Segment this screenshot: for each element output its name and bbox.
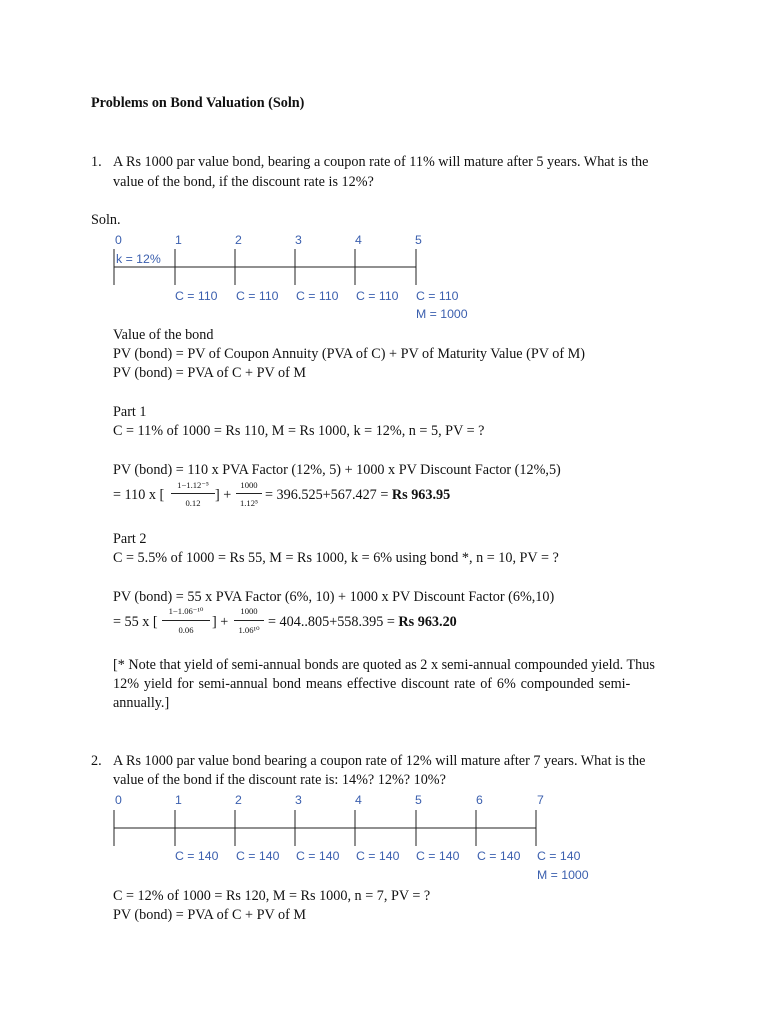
value-line-2: PV (bond) = PV of Coupon Annuity (PVA of C) + PV of Maturity Value (PV of M) <box>113 346 586 362</box>
question-2-number: 2. <box>91 753 102 769</box>
timeline-2-maturity: M = 1000 <box>537 868 589 882</box>
timeline-1-maturity: M = 1000 <box>416 307 468 321</box>
part-1-formula: PV (bond) = 110 x PVA Factor (12%, 5) + 1000 x PV Discount Factor (12%,5) <box>113 462 561 478</box>
part-2-eq-values: = 404..805+558.395 = <box>268 614 399 630</box>
part-2-fraction-bar-1 <box>162 620 210 621</box>
value-line-1: Value of the bond <box>113 327 214 343</box>
part-1-numerator-1: 1−1.12⁻⁵ <box>177 480 209 490</box>
timeline-2-period: 5 <box>415 793 422 807</box>
timeline-2-period: 7 <box>537 793 544 807</box>
part-2-numerator-1: 1−1.06⁻¹⁰ <box>168 606 204 616</box>
timeline-2-period: 4 <box>355 793 362 807</box>
note-line-1: [* Note that yield of semi-annual bonds are quoted as 2 x semi-annual compounded yield. Thus <box>113 657 655 673</box>
question-1-number: 1. <box>91 154 102 170</box>
value-line-3: PV (bond) = PVA of C + PV of M <box>113 365 306 381</box>
timeline-1-period: 0 <box>115 233 122 247</box>
part-1-fraction-bar-1 <box>171 493 215 494</box>
part-1-answer: Rs 963.95 <box>391 487 451 503</box>
part-1-eq-prefix: = 110 x [ <box>113 487 165 503</box>
soln-label: Soln. <box>91 212 121 228</box>
part-1-given: C = 11% of 1000 = Rs 110, M = Rs 1000, k = 12%, n = 5, PV = ? <box>113 423 485 439</box>
timeline-2-period: 3 <box>295 793 302 807</box>
question-2-line-1: A Rs 1000 par value bond bearing a coupon rate of 12% will mature after 7 years. What is the <box>113 753 646 769</box>
part-1-denominator-1: 0.12 <box>185 498 201 508</box>
timeline-2-period: 2 <box>235 793 242 807</box>
question-1-line-1: A Rs 1000 par value bond, bearing a coupon rate of 11% will mature after 5 years. What is the <box>113 154 649 170</box>
timeline-2-coupon: C = 140 <box>416 849 460 863</box>
timeline-1-coupon: C = 110 <box>416 289 459 303</box>
timeline-1-coupon: C = 110 <box>296 289 339 303</box>
timeline-1-period: 5 <box>415 233 422 247</box>
timeline-1-period: 4 <box>355 233 362 247</box>
part-2-plus: ] + <box>212 614 229 630</box>
part-2-given: C = 5.5% of 1000 = Rs 55, M = Rs 1000, k = 6% using bond *, n = 10, PV = ? <box>113 550 559 566</box>
timeline-2-period: 6 <box>476 793 483 807</box>
timeline-2-period: 0 <box>115 793 122 807</box>
part-2-denominator-2: 1.06¹⁰ <box>238 625 260 635</box>
part-2-numerator-2: 1000 <box>240 606 258 616</box>
question-2-given: C = 12% of 1000 = Rs 120, M = Rs 1000, n = 7, PV = ? <box>113 888 431 904</box>
question-2-line-2: value of the bond if the discount rate is: 14%? 12%? 10%? <box>113 772 446 788</box>
note-line-3: annually.] <box>113 695 170 711</box>
part-1-eq-values: = 396.525+567.427 = <box>265 487 392 503</box>
timeline-2-coupon: C = 140 <box>537 849 581 863</box>
timeline-2-coupon: C = 140 <box>477 849 521 863</box>
timeline-2-period: 1 <box>175 793 182 807</box>
part-1-denominator-2: 1.12⁵ <box>239 498 259 508</box>
part-2-eq-prefix: = 55 x [ <box>113 614 158 630</box>
part-2-formula: PV (bond) = 55 x PVA Factor (6%, 10) + 1000 x PV Discount Factor (6%,10) <box>113 589 555 605</box>
part-1-fraction-bar-2 <box>236 493 262 494</box>
timeline-1-coupon: C = 110 <box>356 289 399 303</box>
part-2-denominator-1: 0.06 <box>178 625 194 635</box>
timeline-2-coupon: C = 140 <box>175 849 219 863</box>
timeline-2-coupon: C = 140 <box>236 849 280 863</box>
question-2-formula: PV (bond) = PVA of C + PV of M <box>113 907 306 923</box>
part-1-plus: ] + <box>215 487 232 503</box>
question-1-line-2: value of the bond, if the discount rate is 12%? <box>113 174 374 190</box>
timeline-1-rate: k = 12% <box>116 252 161 266</box>
part-1-eq-rest <box>265 486 450 504</box>
page-title: Problems on Bond Valuation (Soln) <box>91 95 305 111</box>
part-1-label: Part 1 <box>113 404 147 420</box>
timeline-2-coupon: C = 140 <box>296 849 340 863</box>
timeline-1-coupon: C = 110 <box>236 289 279 303</box>
part-1-numerator-2: 1000 <box>240 480 258 490</box>
timeline-1-period: 3 <box>295 233 302 247</box>
timeline-1-period: 2 <box>235 233 242 247</box>
part-2-fraction-bar-2 <box>234 620 264 621</box>
timeline-1-period: 1 <box>175 233 182 247</box>
part-2-answer: Rs 963.20 <box>398 614 457 630</box>
timeline-2-coupon: C = 140 <box>356 849 400 863</box>
note-line-2: 12% yield for semi-annual bond means effective discount rate of 6% compounded semi- <box>113 676 631 692</box>
timeline-1-coupon: C = 110 <box>175 289 218 303</box>
part-2-label: Part 2 <box>113 531 147 547</box>
part-2-eq-rest <box>268 613 457 631</box>
